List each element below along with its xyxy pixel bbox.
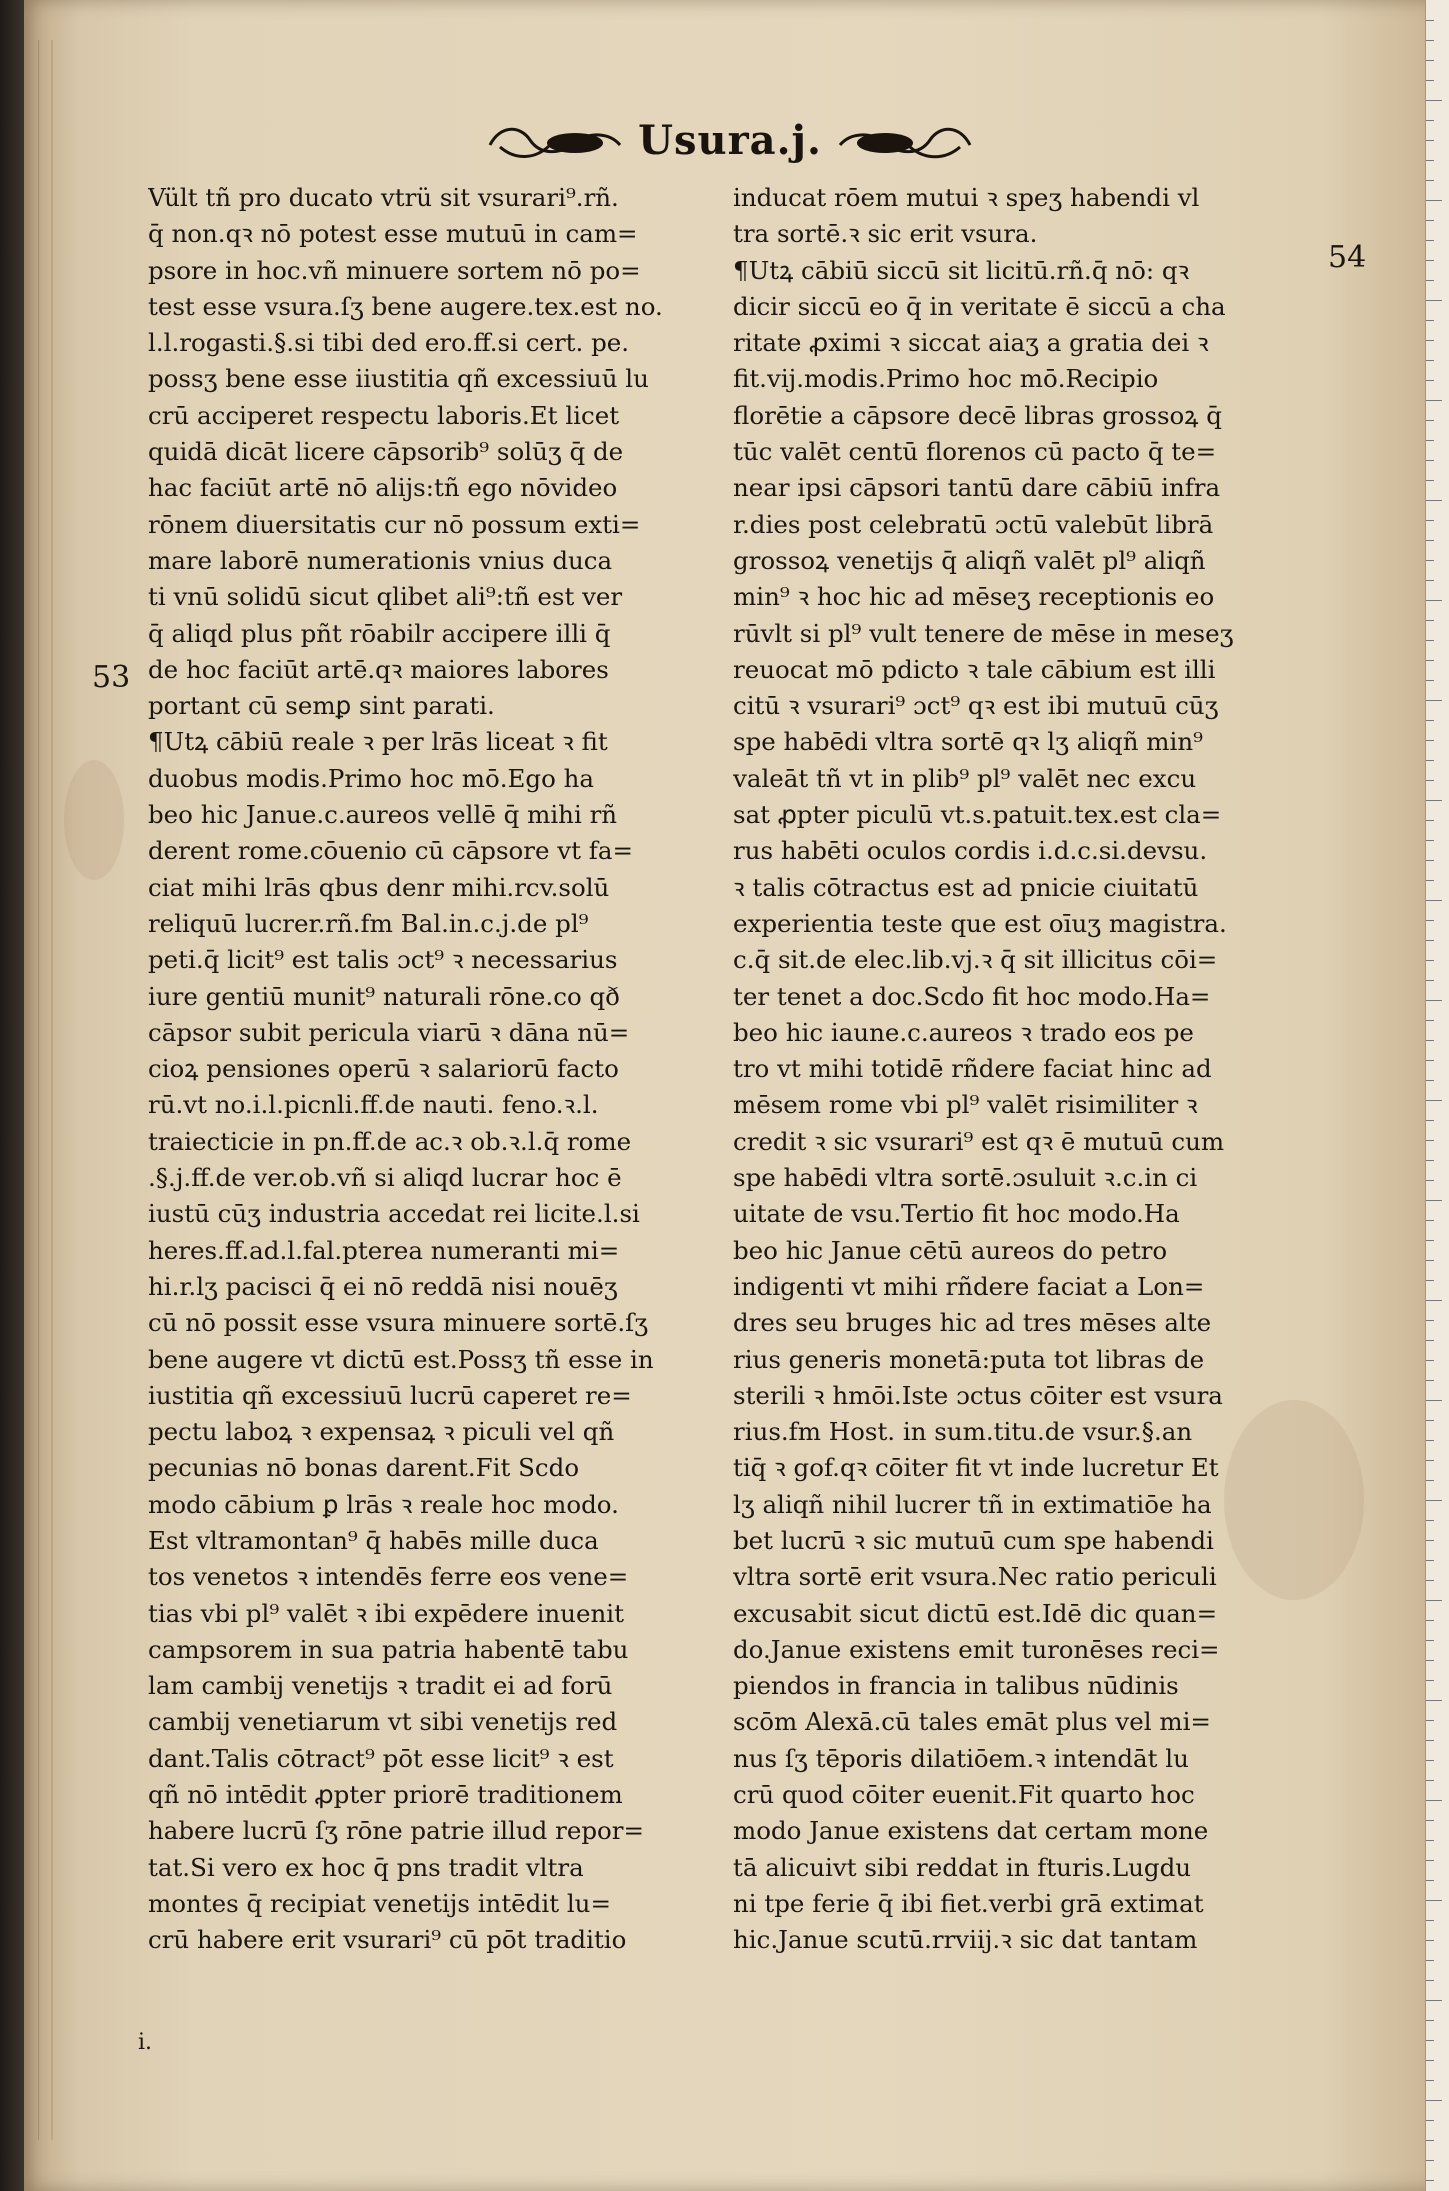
ruler-tick (1426, 1500, 1442, 1501)
text-line: tos venetos ꝛ intendēs ferre eos vene= (148, 1562, 629, 1592)
ruler-tick (1426, 620, 1434, 621)
text-line: near ipsi cāpsori tantū dare cābiū infra (733, 473, 1221, 503)
text-line: ti vnū solidū sicut qlibet ali⁹:tñ est ver (148, 582, 623, 612)
ruler-tick (1426, 240, 1434, 241)
text-line: habere lucrū ſʒ rōne patrie illud repor= (148, 1816, 645, 1846)
ruler-tick (1426, 20, 1434, 21)
ruler-tick (1426, 1760, 1434, 1761)
ruler-tick (1426, 1920, 1434, 1921)
ruler-tick (1426, 1140, 1434, 1141)
text-line: iustū cūʒ industria accedat rei licite.l.si (148, 1199, 640, 1229)
ruler-tick (1426, 1840, 1434, 1841)
ruler-tick (1426, 360, 1434, 361)
ruler-tick (1426, 1480, 1434, 1481)
ruler-tick (1426, 640, 1434, 641)
ruler-tick (1426, 100, 1442, 101)
text-line: citū ꝛ vsurari⁹ ɔct⁹ qꝛ est ibi mutuū cūʒ (733, 691, 1219, 721)
text-line: ꝛ talis cōtractus est ad pnicie ciuitatū (733, 872, 1199, 902)
text-line: lam cambij venetijs ꝛ tradit ei ad forū (148, 1671, 613, 1701)
ornament-left-icon (480, 115, 630, 165)
text-line: cioꝝ pensiones operū ꝛ salariorū facto (148, 1054, 619, 1084)
text-line: dres seu bruges hic ad tres mēses alte (733, 1308, 1212, 1338)
text-line: hac faciūt artē nō alijs:tñ ego nōvideo (148, 473, 618, 503)
ruler-tick (1426, 760, 1434, 761)
ruler-tick (1426, 1700, 1442, 1701)
text-line: derent rome.cōuenio cū cāpsore vt fa= (148, 836, 633, 866)
ruler-tick (1426, 500, 1442, 501)
ruler-tick (1426, 2160, 1434, 2161)
text-line: ¶Utꝝ cābiū reale ꝛ per lrās liceat ꝛ fit (148, 727, 608, 757)
ruler-tick (1426, 1040, 1434, 1041)
text-line: iustitia qñ excessiuū lucrū caperet re= (148, 1380, 632, 1410)
text-line: bene augere vt dictū est.Possʒ tñ esse in (148, 1344, 654, 1374)
ruler-tick (1426, 560, 1434, 561)
ruler-tick (1426, 120, 1434, 121)
text-line: ciat mihi lrās qbus denr mihi.rcv.solū (148, 872, 610, 902)
ruler-tick (1426, 460, 1434, 461)
ruler-tick (1426, 1600, 1442, 1601)
ruler-tick (1426, 840, 1434, 841)
text-line: spe habēdi vltra sortē qꝛ lʒ aliqñ min⁹ (733, 727, 1203, 757)
ruler-tick (1426, 1860, 1434, 1861)
text-line: bet lucrū ꝛ sic mutuū cum spe habendi (733, 1525, 1214, 1555)
text-line: duobus modis.Primo hoc mō.Ego ha (148, 763, 595, 793)
text-line: credit ꝛ sic vsurari⁹ est qꝛ ē mutuū cum (733, 1126, 1225, 1156)
ruler-tick (1426, 60, 1434, 61)
ruler-tick (1426, 480, 1434, 481)
text-line: piendos in francia in talibus nūdinis (733, 1671, 1179, 1701)
text-line: dant.Talis cōtract⁹ pōt esse licit⁹ ꝛ est (148, 1743, 614, 1773)
text-line: modo Janue existens dat certam mone (733, 1816, 1209, 1846)
text-line: qñ nō intēdit ꝓpter priorē traditionem (148, 1780, 623, 1810)
text-line: ritate ꝓximi ꝛ siccat aiaʒ a gratia dei ꝛ (733, 328, 1209, 358)
text-line: hic.Janue scutū.rrviij.ꝛ sic dat tantam (733, 1925, 1198, 1955)
ruler-tick (1426, 1000, 1442, 1001)
text-line: ter tenet a doc.Scdo fit hoc modo.Ha= (733, 981, 1211, 1011)
ruler-tick (1426, 1360, 1434, 1361)
ruler-tick (1426, 1280, 1434, 1281)
ruler-tick (1426, 1220, 1434, 1221)
ruler-tick (1426, 80, 1434, 81)
text-line: c.q̄ sit.de elec.lib.vj.ꝛ q̄ sit illicitus cōi= (733, 945, 1218, 975)
ruler-tick (1426, 2180, 1434, 2181)
ruler-tick (1426, 1180, 1434, 1181)
text-line: campsorem in sua patria habentē tabu (148, 1634, 629, 1664)
ruler-tick (1426, 1680, 1434, 1681)
text-line: spe habēdi vltra sortē.ɔsuluit ꝛ.c.in ci (733, 1163, 1198, 1193)
ruler-tick (1426, 1260, 1434, 1261)
ornament-right-icon (830, 115, 980, 165)
text-line: Vült tñ pro ducato vtrü sit vsurari⁹.rñ. (148, 183, 619, 212)
ruler-tick (1426, 1440, 1434, 1441)
ruler-tick (1426, 1780, 1434, 1781)
ruler-tick (1426, 1540, 1434, 1541)
ruler-tick (1426, 1820, 1434, 1821)
ruler-tick (1426, 2040, 1434, 2041)
text-line: r.dies post celebratū ɔctū valebūt librā (733, 509, 1214, 539)
ruler-tick (1426, 1980, 1434, 1981)
text-line: test esse vsura.ſʒ bene augere.tex.est no. (148, 291, 663, 321)
ruler-tick (1426, 440, 1434, 441)
ruler-tick (1426, 1300, 1442, 1301)
ruler-tick (1426, 1020, 1434, 1021)
paper-stain (64, 760, 124, 880)
ruler-tick (1426, 540, 1434, 541)
text-line: traiecticie in pn.ff.de ac.ꝛ ob.ꝛ.l.q̄ rome (148, 1126, 632, 1156)
text-line: reliquū lucrer.rñ.fm Bal.in.c.j.de pl⁹ (148, 908, 589, 938)
text-line: tā alicuivt sibi reddat in fturis.Lugdu (733, 1852, 1192, 1882)
ruler-tick (1426, 740, 1434, 741)
text-line: mare laborē numerationis vnius duca (148, 545, 613, 575)
ruler-tick (1426, 1340, 1434, 1341)
ruler-tick (1426, 1380, 1434, 1381)
ruler-tick (1426, 1080, 1434, 1081)
text-line: crū habere erit vsurari⁹ cū pōt traditio (148, 1925, 627, 1955)
text-line: nus ſʒ tēporis dilatiōem.ꝛ intendāt lu (733, 1743, 1189, 1773)
ruler-tick (1426, 300, 1442, 301)
text-line: florētie a cāpsore decē libras grossoꝝ q̄ (733, 400, 1222, 430)
text-line: heres.ff.ad.l.fal.pterea numeranti mi= (148, 1235, 620, 1265)
ruler-tick (1426, 200, 1442, 201)
text-line: iure gentiū munit⁹ naturali rōne.co qð (148, 981, 620, 1011)
ruler-tick (1426, 1120, 1434, 1121)
text-line: portant cū semꝑ sint parati. (148, 691, 495, 721)
text-line: pectu laboꝝ ꝛ expensaꝝ ꝛ piculi vel qñ (148, 1417, 615, 1447)
ruler-tick (1426, 1960, 1434, 1961)
text-line: Est vltramontan⁹ q̄ habēs mille duca (148, 1525, 599, 1555)
ruler-tick (1426, 1720, 1434, 1721)
ruler-tick (1426, 1460, 1434, 1461)
ruler-tick (1426, 2140, 1434, 2141)
page-edges (38, 40, 53, 2140)
text-line: ¶Utꝝ cābiū siccū sit licitū.rñ.q̄ nō: qꝛ (733, 255, 1190, 285)
text-line: crū quod cōiter euenit.Fit quarto hoc (733, 1780, 1195, 1810)
ruler-tick (1426, 140, 1434, 141)
text-line: rius generis monetā:puta tot libras de (733, 1344, 1205, 1374)
text-line: sat ꝓpter piculū vt.s.patuit.tex.est cla= (733, 800, 1222, 830)
text-line: experientia teste que est oīuʒ magistra. (733, 908, 1227, 938)
text-column-left (148, 180, 718, 1959)
ruler-tick (1426, 2080, 1434, 2081)
text-line: valeāt tñ vt in plib⁹ pl⁹ valēt nec excu (733, 763, 1197, 793)
text-line: montes q̄ recipiat venetijs intēdit lu= (148, 1888, 611, 1918)
ruler-tick (1426, 2120, 1434, 2121)
ruler-tick (1426, 580, 1434, 581)
ruler-tick (1426, 1520, 1434, 1521)
ruler-tick (1426, 340, 1434, 341)
text-line: rus habēti oculos cordis i.d.c.si.devsu. (733, 836, 1208, 866)
text-line: beo hic Janue cētū aureos do petro (733, 1235, 1168, 1265)
text-line: de hoc faciūt artē.qꝛ maiores labores (148, 654, 609, 684)
ruler-tick (1426, 720, 1434, 721)
ruler-tick (1426, 880, 1434, 881)
text-line: tro vt mihi totidē rñdere faciat hinc ad (733, 1054, 1212, 1084)
text-line: rōnem diuersitatis cur nō possum exti= (148, 509, 641, 539)
text-line: do.Janue existens emit turonēses reci= (733, 1634, 1220, 1664)
text-line: tiq̄ ꝛ gof.qꝛ cōiter fit vt inde lucretur Et (733, 1453, 1219, 1483)
ruler-tick (1426, 320, 1434, 321)
ruler-tick (1426, 1060, 1434, 1061)
text-line: .§.j.ff.de ver.ob.vñ si aliqd lucrar hoc ē (148, 1163, 622, 1193)
scale-ruler (1425, 0, 1449, 2191)
text-line: excusabit sicut dictū est.Idē dic quan= (733, 1598, 1218, 1628)
ruler-tick (1426, 160, 1434, 161)
text-line: cāpsor subit pericula viarū ꝛ dāna nū= (148, 1017, 630, 1047)
text-line: hi.r.lʒ pacisci q̄ ei nō reddā nisi nouēʒ (148, 1271, 618, 1301)
ruler-tick (1426, 940, 1434, 941)
ruler-tick (1426, 1580, 1434, 1581)
text-line: grossoꝝ venetijs q̄ aliqñ valēt pl⁹ aliqñ (733, 545, 1206, 575)
text-line: rius.fm Host. in sum.titu.de vsur.§.an (733, 1417, 1193, 1447)
ruler-tick (1426, 1740, 1434, 1741)
text-line: l.l.rogasti.§.si tibi ded ero.ff.si cert. pe. (148, 328, 630, 358)
ruler-tick (1426, 280, 1434, 281)
text-line: tias vbi pl⁹ valēt ꝛ ibi expēdere inuenit (148, 1598, 624, 1628)
ruler-tick (1426, 1560, 1434, 1561)
ruler-tick (1426, 1880, 1434, 1881)
ruler-tick (1426, 1900, 1442, 1901)
ruler-tick (1426, 960, 1434, 961)
text-line: indigenti vt mihi rñdere faciat a Lon= (733, 1271, 1205, 1301)
ruler-tick (1426, 400, 1442, 401)
ruler-tick (1426, 1200, 1442, 1201)
text-line: psore in hoc.vñ minuere sortem nō po= (148, 255, 641, 285)
ruler-tick (1426, 260, 1434, 261)
ruler-tick (1426, 1800, 1442, 1801)
text-line: cū nō possit esse vsura minuere sortē.ſʒ (148, 1308, 649, 1338)
text-line: pecunias nō bonas darent.Fit Scdo (148, 1453, 580, 1483)
text-line: modo cābium ꝑ lrās ꝛ reale hoc modo. (148, 1489, 619, 1519)
text-line: rū.vt no.i.l.picnli.ff.de nauti. feno.ꝛ.l. (148, 1090, 599, 1120)
text-line: sterili ꝛ hmōi.Iste ɔctus cōiter est vsura (733, 1380, 1223, 1410)
ruler-tick (1426, 920, 1434, 921)
text-line: dicir siccū eo q̄ in veritate ē siccū a cha (733, 291, 1226, 321)
text-line: rūvlt si pl⁹ vult tenere de mēse in meseʒ (733, 618, 1234, 648)
margin-note-i: i. (138, 2030, 153, 2055)
ruler-tick (1426, 220, 1434, 221)
ruler-tick (1426, 1420, 1434, 1421)
ruler-tick (1426, 1620, 1434, 1621)
text-line: beo hic Janue.c.aureos vellē q̄ mihi rñ (148, 800, 618, 830)
ruler-tick (1426, 700, 1442, 701)
text-line: peti.q̄ licit⁹ est talis ɔct⁹ ꝛ necessarius (148, 945, 618, 975)
text-line: reuocat mō pdicto ꝛ tale cābium est illi (733, 654, 1216, 684)
text-line: scōm Alexā.cū tales emāt plus vel mi= (733, 1707, 1211, 1737)
ruler-tick (1426, 520, 1434, 521)
text-line: mēsem rome vbi pl⁹ valēt risimiliter ꝛ (733, 1090, 1198, 1120)
text-line: min⁹ ꝛ hoc hic ad mēseʒ receptionis eo (733, 582, 1215, 612)
text-line: crū acciperet respectu laboris.Et licet (148, 400, 620, 430)
ruler-tick (1426, 2060, 1434, 2061)
ruler-tick (1426, 800, 1442, 801)
text-line: cambij venetiarum vt sibi venetijs red (148, 1707, 618, 1737)
text-column-right (733, 180, 1308, 1959)
text-line: inducat rōem mutui ꝛ speʒ habendi vl (733, 183, 1200, 212)
ruler-tick (1426, 40, 1434, 41)
text-line: quidā dicāt licere cāpsorib⁹ solūʒ q̄ de (148, 437, 624, 467)
text-line: beo hic iaune.c.aureos ꝛ trado eos pe (733, 1017, 1194, 1047)
margin-note-53: 53 (92, 660, 131, 695)
text-line: q̄ non.qꝛ nō potest esse mutuū in cam= (148, 219, 638, 249)
margin-note-54: 54 (1328, 240, 1367, 275)
ruler-tick (1426, 1640, 1434, 1641)
ruler-tick (1426, 380, 1434, 381)
ruler-tick (1426, 660, 1434, 661)
ruler-tick (1426, 2000, 1442, 2001)
text-line: tra sortē.ꝛ sic erit vsura. (733, 219, 1038, 249)
ruler-tick (1426, 180, 1434, 181)
text-line: q̄ aliqd plus pñt rōabilr accipere illi q̄ (148, 618, 611, 648)
text-line: possʒ bene esse iiustitia qñ excessiuū lu (148, 364, 649, 394)
ruler-tick (1426, 1940, 1434, 1941)
ruler-tick (1426, 1400, 1442, 1401)
ruler-tick (1426, 1100, 1442, 1101)
text-line: vltra sortē erit vsura.Nec ratio periculi (733, 1562, 1217, 1592)
text-line: fit.vij.modis.Primo hoc mō.Recipio (733, 364, 1159, 394)
page-title: Usura.j. (638, 116, 822, 164)
ruler-tick (1426, 1160, 1434, 1161)
ruler-tick (1426, 1240, 1434, 1241)
text-line: uitate de vsu.Tertio fit hoc modo.Ha (733, 1199, 1180, 1229)
text-line: tūc valēt centū florenos cū pacto q̄ te= (733, 437, 1217, 467)
ruler-tick (1426, 820, 1434, 821)
text-line: tat.Si vero ex hoc q̄ pns tradit vltra (148, 1852, 584, 1882)
ruler-tick (1426, 900, 1442, 901)
ruler-tick (1426, 2020, 1434, 2021)
text-line: lʒ aliqñ nihil lucrer tñ in extimatiōe ha (733, 1489, 1212, 1519)
ruler-tick (1426, 1660, 1434, 1661)
ruler-tick (1426, 1320, 1434, 1321)
ruler-tick (1426, 2100, 1442, 2101)
ruler-tick (1426, 600, 1442, 601)
ruler-tick (1426, 980, 1434, 981)
ruler-tick (1426, 780, 1434, 781)
ruler-tick (1426, 420, 1434, 421)
running-header (450, 110, 1010, 170)
text-line: ni tpe ferie q̄ ibi fiet.verbi grā extimat (733, 1888, 1204, 1918)
ruler-tick (1426, 680, 1434, 681)
ruler-tick (1426, 860, 1434, 861)
